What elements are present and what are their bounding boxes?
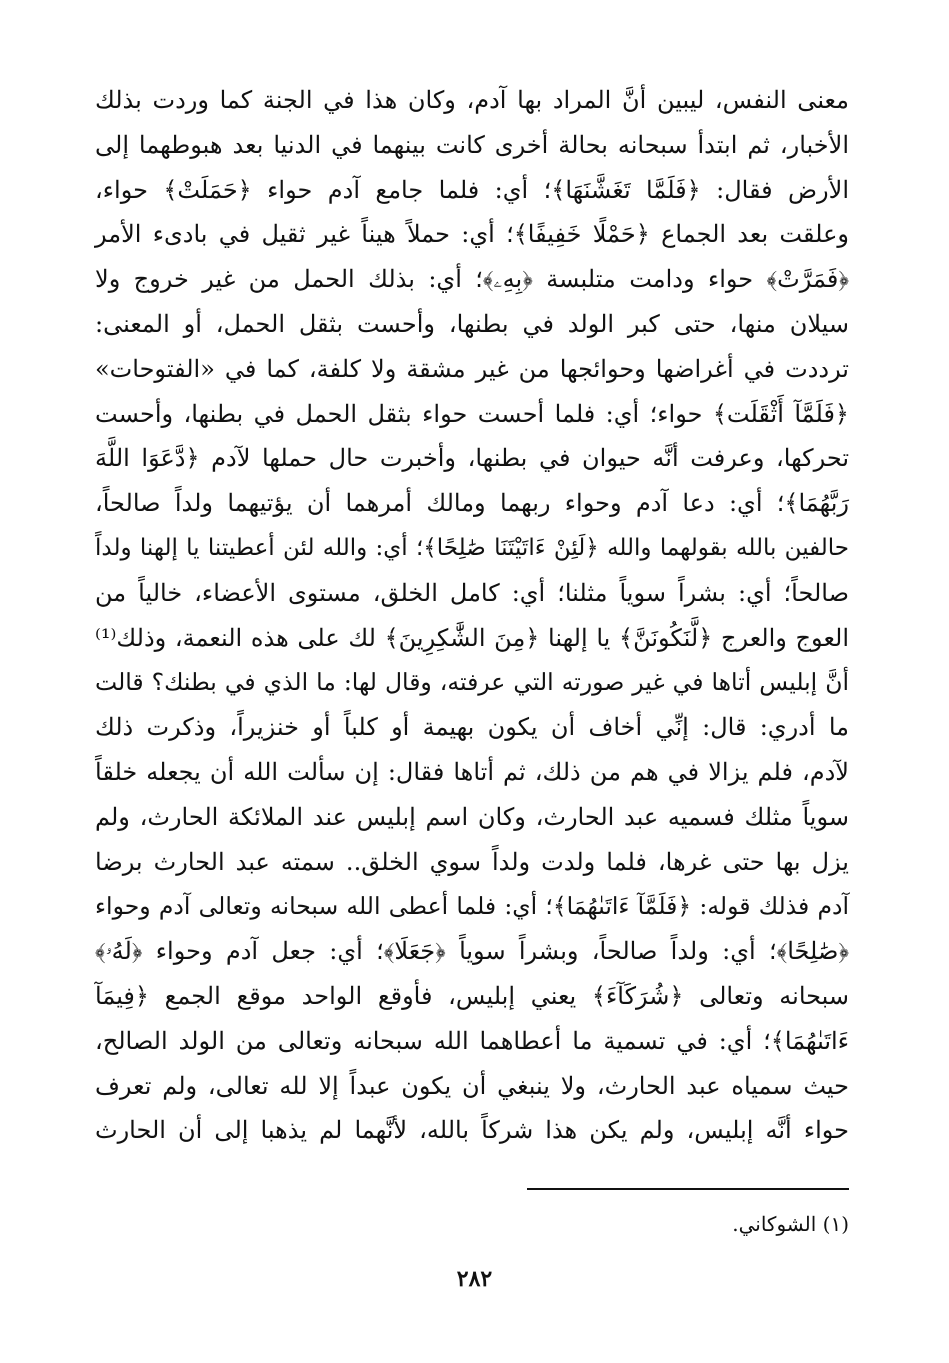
text-line: تحركها، وعرفت أنَّه حيوان في بطنها، وأخبرت حال حملها لآدم ﴿دَّعَوَا اللَّهَ <box>95 444 849 473</box>
text-line: الأرض فقال: ﴿فَلَمَّا تَغَشَّنَهَا﴾؛ أي: فلما جامع آدم حواء ﴿حَمَلَتْ﴾ حواء، <box>95 175 849 204</box>
text-line: آدم فذلك قوله: ﴿فَلَمَّآ ءَاتَىٰهُمَا﴾؛ أي: فلما أعطى الله سبحانه وتعالى آدم وحواء <box>95 892 849 921</box>
text-line: العوج والعرج ﴿لَّنَكُونَنَّ﴾ يا إلهنا ﴿مِنَ الشَّٰكِرِينَ﴾ لك على هذه النعمة، وذلك⁽¹⁾ <box>95 623 850 652</box>
page-number: ٢٨٢ <box>456 1266 493 1292</box>
text-line: ما أدري: قال: إنِّي أخاف أن يكون بهيمة أو كلباً أو خنزيراً، وذكرت ذلك <box>95 713 849 742</box>
text-line: حالفين بالله بقولهما والله ﴿لَئِنْ ءَاتَيْتَنَا صَٰلِحًا﴾؛ أي: والله لئن أعطيتنا يا إلهنا ولداً <box>95 534 849 561</box>
text-line: ءَاتَىٰهُمَا﴾؛ أي: في تسمية ما أعطاهما الله سبحانه وتعالى من الولد الصالح، <box>95 1026 849 1055</box>
main-text <box>95 78 849 1153</box>
footnote-divider <box>527 1188 849 1190</box>
text-line: ﴿فَمَرَّتْ﴾ حواء ودامت متلبسة ﴿بِهِۦ﴾؛ أي: بذلك الحمل من غير خروج ولا <box>95 265 849 294</box>
text-line: صالحاً؛ أي: بشراً سوياً مثلنا؛ أي: كامل الخلق، مستوى الأعضاء، خالياً من <box>95 578 849 607</box>
text-line: حيث سمياه عبد الحارث، ولا ينبغي أن يكون عبداً إلا لله تعالى، ولم تعرف <box>95 1071 849 1100</box>
text-line: سيلان منها، حتى كبر الولد في بطنها، وأحست بثقل الحمل، أو المعنى: <box>95 309 849 338</box>
text-line: لآدم، فلم يزالا في هم من ذلك، ثم أتاها فقال: إن سألت الله أن يجعله خلقاً <box>95 757 849 786</box>
text-line: يزل بها حتى غرها، فلما ولدت ولداً سوي الخلق.. سمته عبد الحارث برضا <box>95 847 849 876</box>
text-line: رَبَّهُمَا﴾؛ أي: دعا آدم وحواء ربهما ومالك أمرهما أن يؤتيهما ولداً صالحاً، <box>95 489 850 518</box>
text-line: ﴿فَلَمَّآ أَثْقَلَت﴾ حواء؛ أي: فلما أحست حواء بثقل الحمل في بطنها، وأحست <box>95 399 849 428</box>
text-line: الأخبار، ثم ابتدأ سبحانه بحالة أخرى كانت بينهما في الدنيا بعد هبوطهما إلى <box>95 130 849 159</box>
text-line: وعلقت بعد الجماع ﴿حَمْلًا خَفِيفًا﴾؛ أي: حملاً هيناً غير ثقيل في بادىء الأمر <box>95 220 849 249</box>
footnote: (١) الشوكاني. <box>732 1212 849 1236</box>
text-line: سوياً مثلك فسميه عبد الحارث، وكان اسم إبليس عند الملائكة الحارث، ولم <box>95 802 849 831</box>
text-line: أنَّ إبليس أتاها في غير صورته التي عرفته، وقال لها: ما الذي في بطنك؟ قالت <box>95 668 849 697</box>
text-line: حواء أنَّه إبليس، ولم يكن هذا شركاً بالله، لأنَّهما لم يذهبا إلى أن الحارث <box>95 1116 850 1145</box>
text-line: ترددت في أغراضها وحوائجها من غير مشقة ولا كلفة، كما في «الفتوحات» <box>95 354 849 383</box>
text-line: سبحانه وتعالى ﴿شُرَكَآءَ﴾ يعني إبليس، فأوقع الواحد موقع الجمع ﴿فِيمَآ <box>95 981 849 1010</box>
text-line: ﴿صَٰلِحًا﴾؛ أي: ولداً صالحاً، وبشراً سوياً ﴿جَعَلَا﴾؛ أي: جعل آدم وحواء ﴿لَهُۥ﴾ <box>95 937 849 966</box>
text-line: معنى النفس، ليبين أنَّ المراد بها آدم، وكان هذا في الجنة كما وردت بذلك <box>95 86 849 114</box>
